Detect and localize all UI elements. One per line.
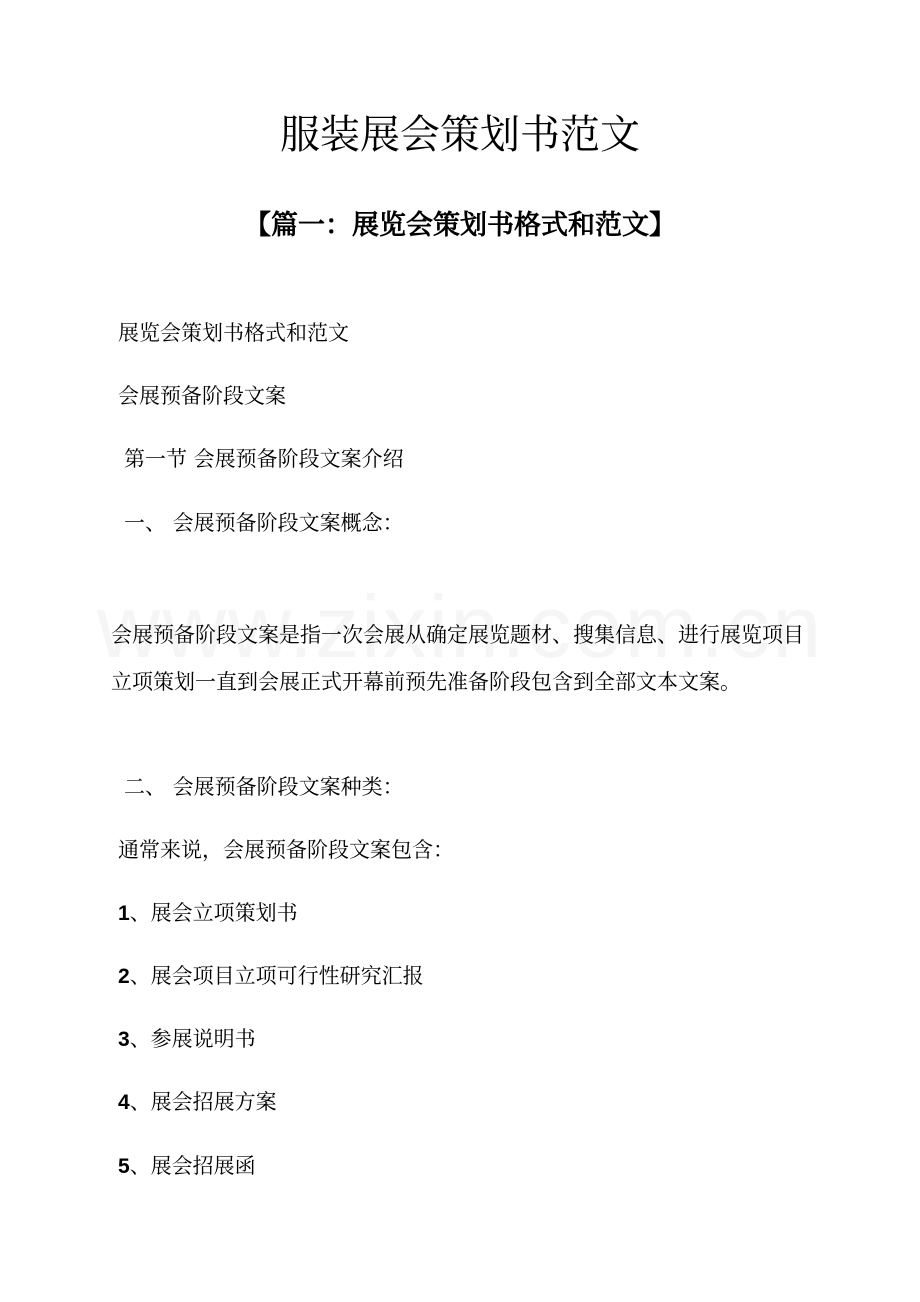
list-item xyxy=(118,1151,256,1182)
point-one-line: 一、 会展预备阶段文案概念： xyxy=(124,511,404,535)
list-item xyxy=(118,1087,277,1118)
list-item-number: 3 xyxy=(118,1028,130,1051)
list-item xyxy=(118,898,298,929)
body-paragraph: 会展预备阶段文案是指一次会展从确定展览题材、搜集信息、进行展览项目立项策划一直到会展正式开幕前预先准备阶段包含到全部文本文案。 xyxy=(111,623,804,694)
list-item-text: 、参展说明书 xyxy=(129,1027,256,1051)
list-item-number: 5 xyxy=(118,1155,130,1178)
heading-line: 展览会策划书格式和范文 xyxy=(118,321,349,345)
list-item-text: 、展会招展方案 xyxy=(129,1090,277,1114)
list-item-text: 、展会立项策划书 xyxy=(129,901,298,925)
intro-line: 通常来说，会展预备阶段文案包含： xyxy=(118,838,454,862)
list-item xyxy=(118,1024,256,1055)
list-item-text: 、展会招展函 xyxy=(129,1154,256,1178)
list-item-number: 4 xyxy=(118,1091,130,1114)
document-title: 服装展会策划书范文 xyxy=(280,112,640,158)
list-item-number: 2 xyxy=(118,965,130,988)
list-item-text: 、展会项目立项可行性研究汇报 xyxy=(129,964,424,988)
document-subtitle: 【篇一：展览会策划书格式和范文】 xyxy=(244,210,676,241)
list-item-number: 1 xyxy=(118,902,130,925)
list-item xyxy=(118,961,424,992)
chapter-line: 第一节 会展预备阶段文案介绍 xyxy=(124,447,404,471)
section-line: 会展预备阶段文案 xyxy=(118,384,286,408)
point-two-line: 二、 会展预备阶段文案种类： xyxy=(124,775,404,799)
